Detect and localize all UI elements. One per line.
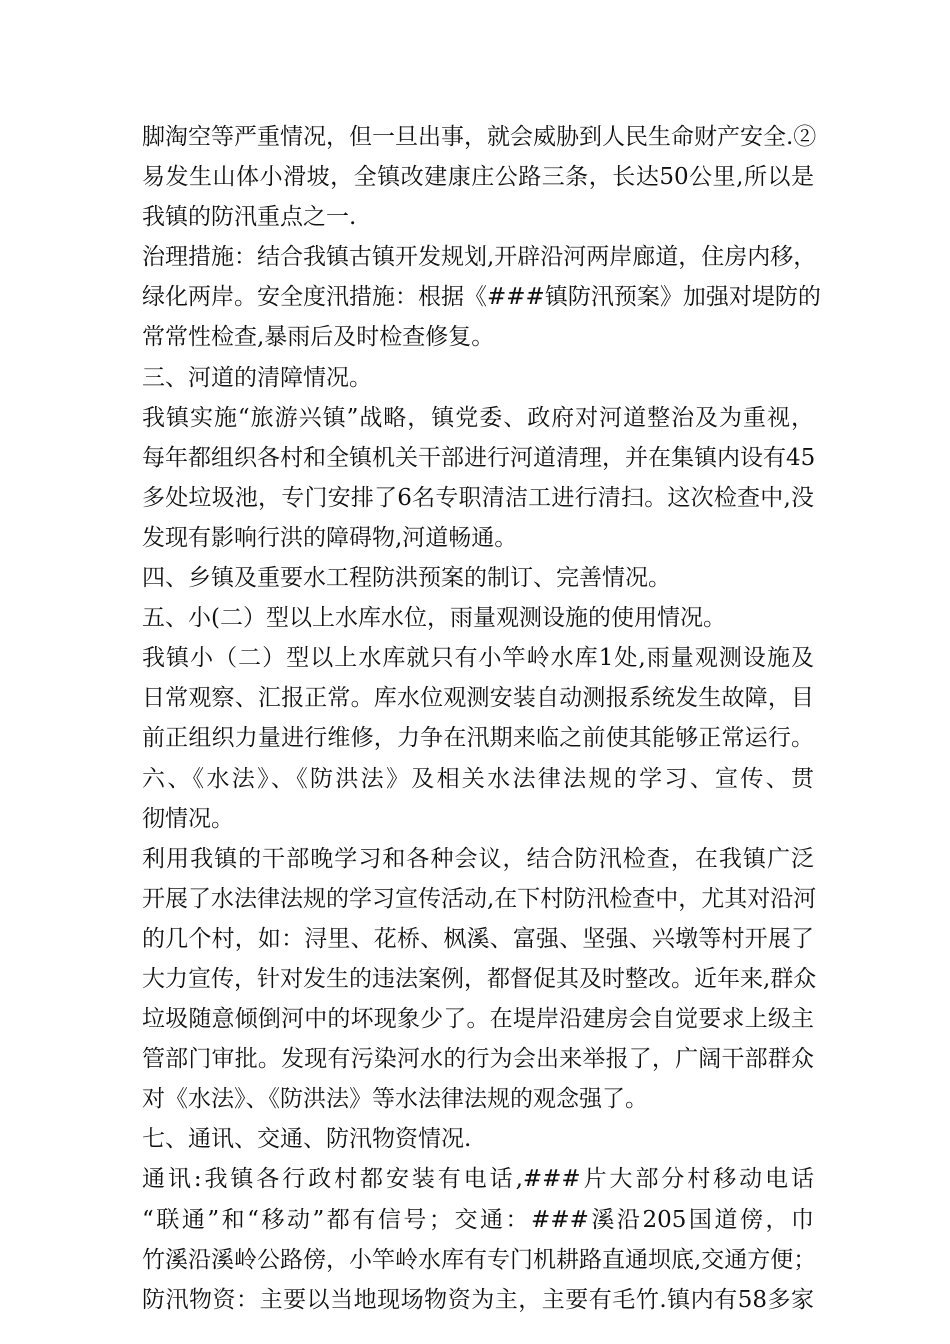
text-line: 竹溪沿溪岭公路傍，小竿岭水库有专门机耕路直通坝底,交通方便； — [142, 1246, 817, 1273]
section-heading: 六、《水法》、《防洪法》及相关水法律法规的学习、宣传、贯 — [142, 765, 814, 792]
text-line: “联通”和“移动”都有信号；交通：###溪沿205国道傍，巾 — [142, 1206, 814, 1233]
text-line: 对《水法》、《防洪法》等水法律法规的观念强了。 — [142, 1086, 648, 1113]
text-line: 我镇的防汛重点之一. — [142, 204, 357, 231]
section-heading: 四、乡镇及重要水工程防洪预案的制订、完善情况。 — [142, 565, 671, 592]
text-line: 脚淘空等严重情况，但一旦出事，就会威胁到人民生命财产安全.② — [142, 124, 817, 150]
text-line: 防汛物资：主要以当地现场物资为主，主要有毛竹.镇内有58多家 — [142, 1286, 814, 1313]
section-heading: 五、小(二）型以上水库水位，雨量观测设施的使用情况。 — [142, 605, 726, 632]
section-heading: 三、河道的清障情况。 — [142, 364, 372, 391]
text-line: 发现有影响行洪的障碍物,河道畅通。 — [142, 524, 518, 551]
document-body — [142, 117, 821, 1320]
text-line: 日常观察、汇报正常。库水位观测安装自动测报系统发生故障，目 — [142, 685, 814, 712]
text-line: 我镇实施“旅游兴镇”战略，镇党委、政府对河道整治及为重视， — [142, 404, 814, 431]
text-line: 通讯:我镇各行政村都安装有电话,###片大部分村移动电话 — [142, 1166, 814, 1193]
text-line: 大力宣传，针对发生的违法案例，都督促其及时整改。近年来,群众 — [142, 965, 817, 992]
text-line: 垃圾随意倾倒河中的坏现象少了。在堤岸沿建房会自觉要求上级主 — [142, 1006, 814, 1033]
text-line: 开展了水法律法规的学习宣传活动,在下村防汛检查中，尤其对沿河 — [142, 885, 817, 912]
section-heading: 七、通讯、交通、防汛物资情况. — [142, 1126, 472, 1153]
text-line: 前正组织力量进行维修，力争在汛期来临之前使其能够正常运行。 — [142, 725, 814, 752]
text-line: 易发生山体小滑坡，全镇改建康庄公路三条，长达50公里,所以是 — [142, 164, 814, 191]
text-line: 管部门审批。发现有污染河水的行为会出来举报了，广阔干部群众 — [142, 1046, 814, 1073]
text-line: 每年都组织各村和全镇机关干部进行河道清理，并在集镇内设有45 — [142, 444, 816, 471]
text-line: 彻情况。 — [142, 805, 234, 832]
text-line: 我镇小（二）型以上水库就只有小竿岭水库1处,雨量观测设施及 — [142, 645, 814, 672]
text-line: 多处垃圾池，专门安排了6名专职清洁工进行清扫。这次检查中,没 — [142, 484, 814, 511]
text-line: 利用我镇的干部晚学习和各种会议，结合防汛检查，在我镇广泛 — [142, 845, 814, 872]
text-line: 绿化两岸。安全度汛措施：根据《###镇防汛预案》加强对堤防的 — [142, 284, 821, 311]
text-line: 常常性检查,暴雨后及时检查修复。 — [142, 324, 495, 351]
text-line: 的几个村，如：浔里、花桥、枫溪、富强、坚强、兴墩等村开展了 — [142, 925, 814, 952]
text-line: 治理措施：结合我镇古镇开发规划,开辟沿河两岸廊道，住房内移， — [142, 244, 817, 271]
